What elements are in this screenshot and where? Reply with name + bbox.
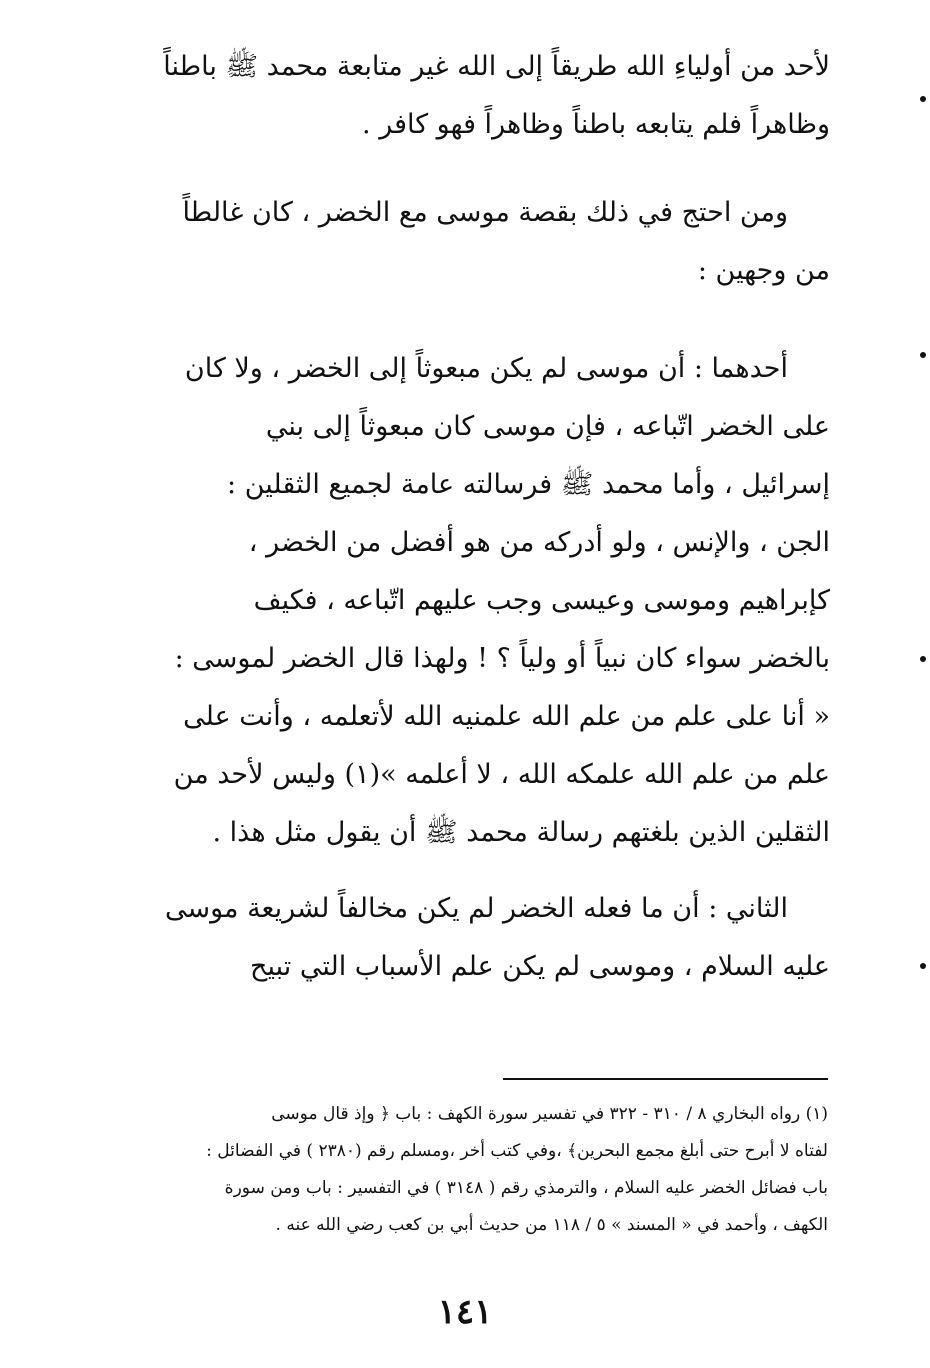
text-line: كإبراهيم وموسى وعيسى وجب عليهم اتّباعه ، فكيف [253, 585, 830, 616]
text-line: إسرائيل ، وأما محمد ﷺ فرسالته عامة لجميع الثقلين : [227, 469, 830, 500]
text-line: علم من علم الله علمكه الله ، لا أعلمه »(١) وليس لأحد من [173, 759, 830, 790]
text-line: لأحد من أولياءِ الله طريقاً إلى الله غير متابعة محمد ﷺ باطناً [163, 51, 830, 82]
footnote-line: باب فضائل الخضر عليه السلام ، والترمذي رقم ( ٣١٤٨ ) في التفسير : باب ومن سورة [224, 1178, 828, 1198]
text-line: وظاهراً فلم يتابعه باطناً وظاهراً فهو كافر . [362, 109, 830, 140]
text-line: أحدهما : أن موسى لم يكن مبعوثاً إلى الخضر ، ولا كان [184, 353, 788, 384]
text-line: « أنا على علم من علم الله علمنيه الله لأتعلمه ، وأنت على [183, 701, 830, 732]
margin-mark [920, 656, 926, 662]
text-line: الثقلين الذين بلغتهم رسالة محمد ﷺ أن يقول مثل هذا . [212, 817, 830, 848]
paragraph-1 [78, 38, 830, 154]
paragraph-2 [78, 184, 830, 300]
paragraph-3 [78, 340, 830, 862]
page-number: ١٤١ [437, 1292, 493, 1332]
margin-mark [920, 96, 926, 102]
footnote-separator [503, 1078, 828, 1080]
text-line: عليه السلام ، وموسى لم يكن علم الأسباب التي تبيح [250, 951, 830, 982]
footnote-line: لفتاه لا أبرح حتى أبلغ مجمع البحرين﴾ ،وفي كتب أخر ،ومسلم رقم (٢٣٨٠ ) في الفضائل : [206, 1141, 828, 1161]
margin-mark [920, 352, 926, 358]
footnote-line: (١) رواه البخاري ٨ / ٣١٠ - ٣٢٢ في تفسير سورة الكهف : باب ﴿ وإذ قال موسى [271, 1104, 828, 1124]
text-line: من وجهين : [697, 255, 830, 286]
text-line: بالخضر سواء كان نبياً أو ولياً ؟ ! ولهذا قال الخضر لموسى : [174, 643, 830, 674]
footnote-line: الكهف ، وأحمد في « المسند » ٥ / ١١٨ من حديث أبي بن كعب رضي الله عنه . [275, 1215, 828, 1235]
text-line: ومن احتج في ذلك بقصة موسى مع الخضر ، كان غالطاً [182, 197, 788, 228]
paragraph-4 [78, 880, 830, 996]
text-line: على الخضر اتّباعه ، فإن موسى كان مبعوثاً إلى بني [265, 411, 830, 442]
text-line: الثاني : أن ما فعله الخضر لم يكن مخالفاً لشريعة موسى [164, 893, 788, 924]
text-line: الجن ، والإنس ، ولو أدركه من هو أفضل من الخضر ، [248, 527, 830, 558]
footnotes [100, 1096, 828, 1244]
margin-mark [920, 963, 926, 969]
